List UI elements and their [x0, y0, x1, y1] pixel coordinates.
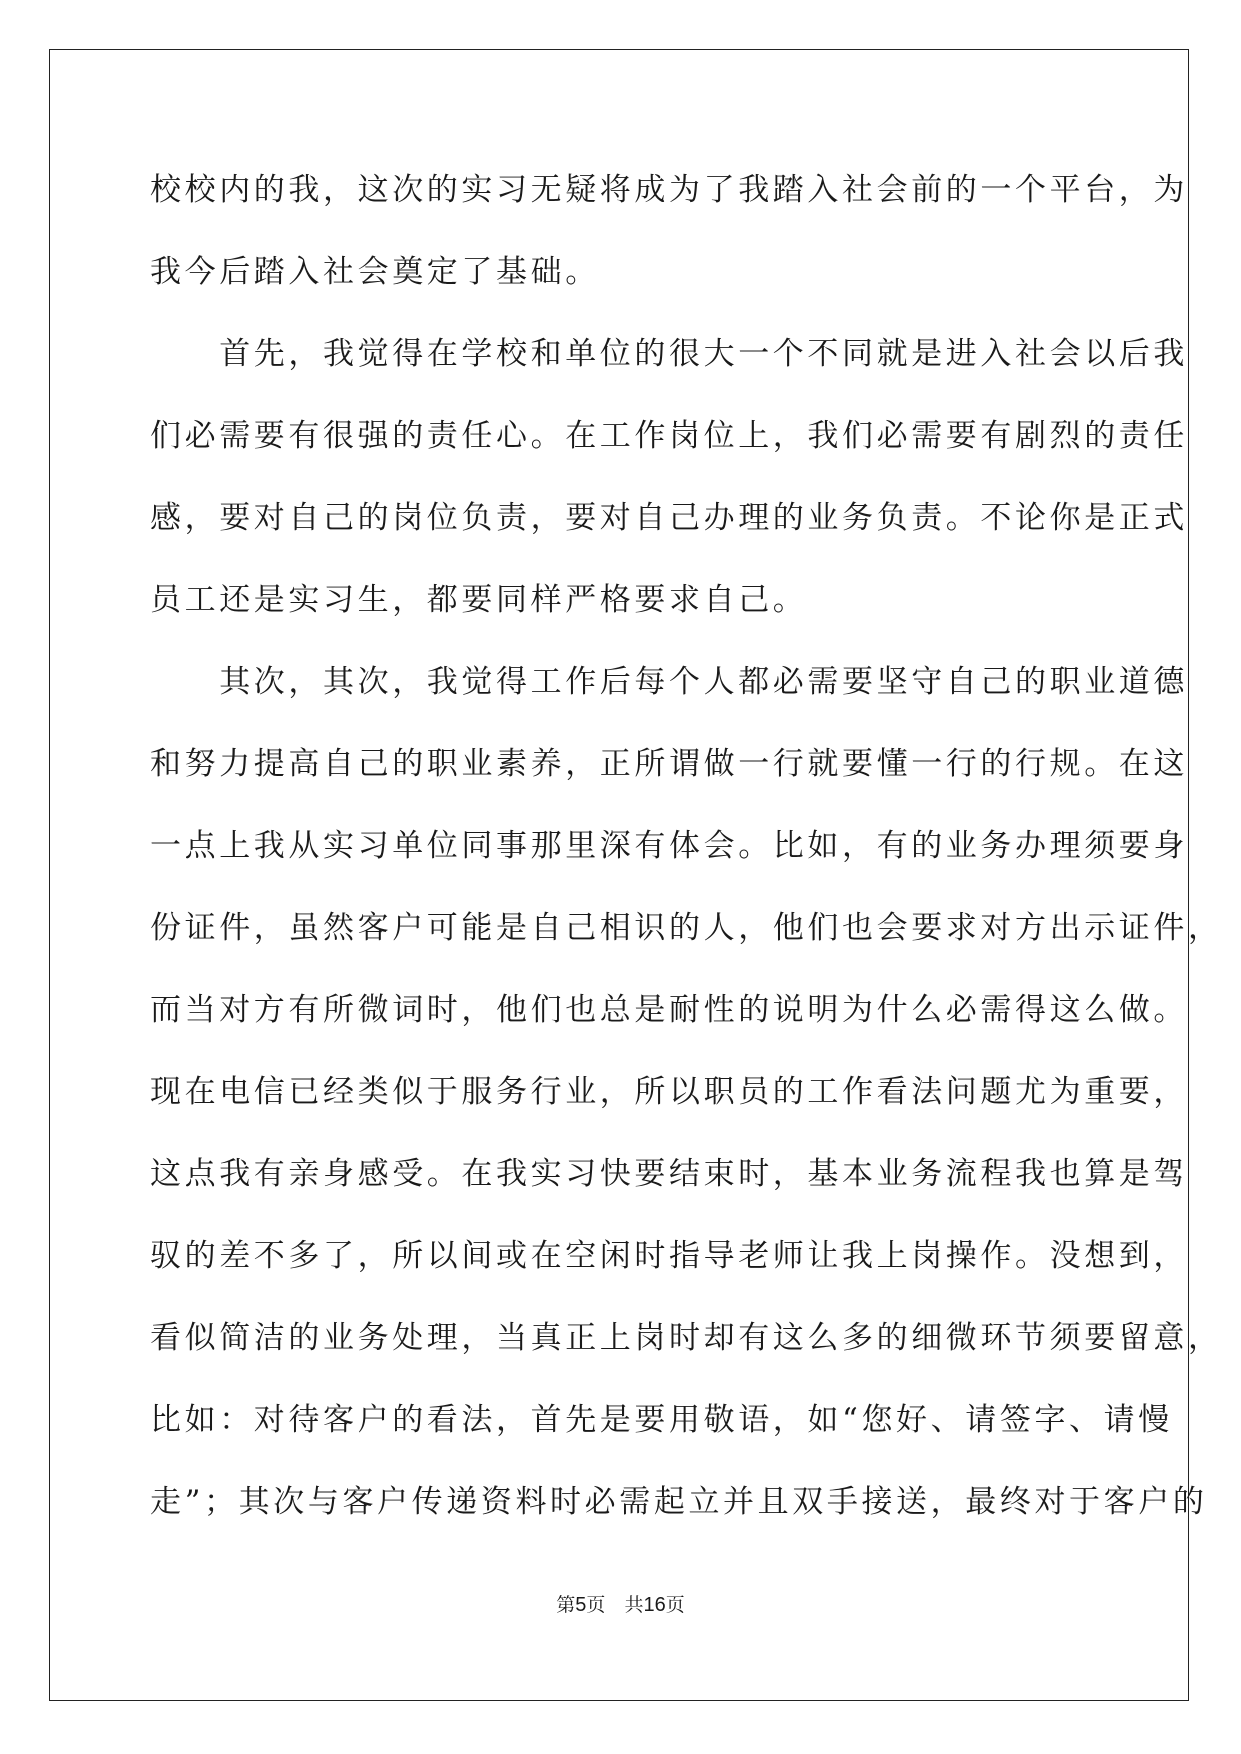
footer-page-suffix: 页 — [586, 1594, 606, 1616]
total-pages-number: 16 — [643, 1594, 666, 1616]
current-page-number: 5 — [575, 1594, 587, 1616]
text-line: 看似简洁的业务处理，当真正上岗时却有这么多的细微环节须要留意， — [150, 1320, 1223, 1356]
text-line: 走”；其次与客户传递资料时必需起立并且双手接送，最终对于客户的 — [150, 1484, 1208, 1520]
text-line: 而当对方有所微词时，他们也总是耐性的说明为什么必需得这么做。 — [150, 992, 1188, 1028]
text-line: 员工还是实习生，都要同样严格要求自己。 — [150, 582, 808, 618]
footer-separator: 共 — [605, 1594, 644, 1616]
text-line: 这点我有亲身感受。在我实习快要结束时，基本业务流程我也算是驾 — [150, 1156, 1188, 1192]
body-text — [150, 160, 1223, 1554]
text-line: 我今后踏入社会奠定了基础。 — [150, 254, 600, 290]
text-line: 份证件，虽然客户可能是自己相识的人，他们也会要求对方出示证件， — [150, 910, 1223, 946]
text-line: 一点上我从实习单位同事那里深有体会。比如，有的业务办理须要身 — [150, 828, 1188, 864]
text-line: 校校内的我，这次的实习无疑将成为了我踏入社会前的一个平台，为 — [150, 172, 1188, 208]
text-line: 驭的差不多了，所以间或在空闲时指导老师让我上岗操作。没想到， — [150, 1238, 1188, 1274]
text-line: 其次，其次，我觉得工作后每个人都必需要坚守自己的职业道德 — [150, 664, 1188, 700]
text-line: 和努力提高自己的职业素养，正所谓做一行就要懂一行的行规。在这 — [150, 746, 1188, 782]
text-line: 现在电信已经类似于服务行业，所以职员的工作看法问题尤为重要， — [150, 1074, 1188, 1110]
text-line: 感，要对自己的岗位负责，要对自己办理的业务负责。不论你是正式 — [150, 500, 1188, 536]
text-line: 比如：对待客户的看法，首先是要用敬语，如“您好、请签字、请慢 — [150, 1402, 1173, 1438]
footer-total-suffix: 页 — [665, 1594, 685, 1616]
footer-prefix: 第 — [556, 1594, 576, 1616]
text-line: 们必需要有很强的责任心。在工作岗位上，我们必需要有剧烈的责任 — [150, 418, 1188, 454]
text-line: 首先，我觉得在学校和单位的很大一个不同就是进入社会以后我 — [150, 336, 1188, 372]
page-number-footer — [0, 1590, 1241, 1617]
